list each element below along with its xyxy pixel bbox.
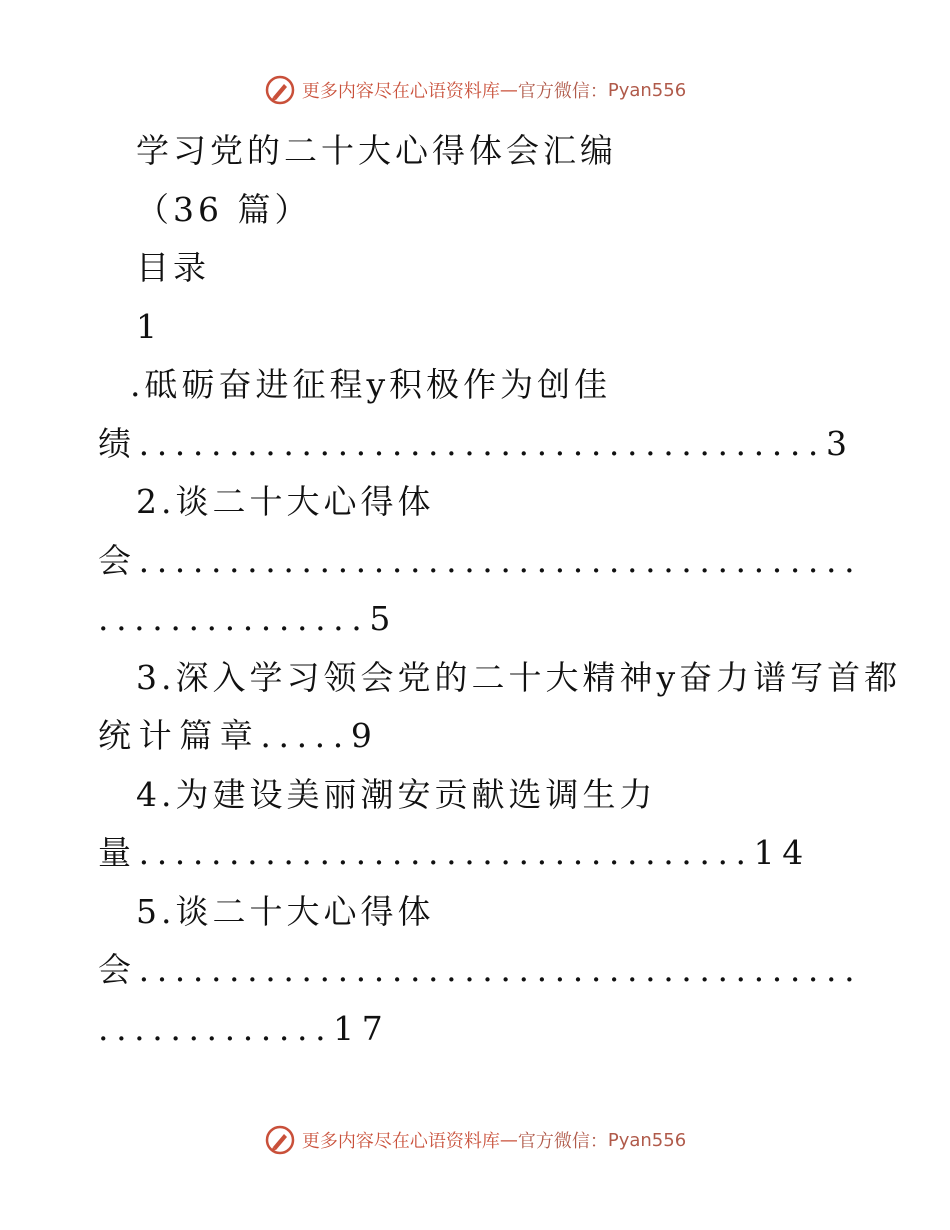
toc-line-4: 2.谈二十大心得体 xyxy=(136,482,435,521)
toc-line-10: 量..................................14 xyxy=(98,833,811,872)
toc-line-9: 4.为建设美丽潮安贡献选调生力 xyxy=(136,774,657,814)
toc-line-2: .砥砺奋进征程y积极作为创佳 xyxy=(130,365,612,404)
toc-heading: 目录 xyxy=(136,248,210,287)
toc-line-1: 1 xyxy=(136,306,161,346)
pen-logo-icon xyxy=(264,74,296,106)
document-title: 学习党的二十大心得体会汇编 xyxy=(136,131,617,170)
banner-wechat-label: 官方微信： xyxy=(517,1131,608,1152)
toc-line-6: ...............5 xyxy=(98,599,398,638)
toc-line-11: 5.谈二十大心得体 xyxy=(136,891,435,931)
banner-wechat-id: Pyan556 xyxy=(607,1129,687,1151)
banner-separator: — xyxy=(499,1129,518,1151)
banner-wechat-id: Pyan556 xyxy=(607,79,687,101)
banner-text: 更多内容尽在心语资料库 xyxy=(301,81,500,102)
banner-separator: — xyxy=(499,79,518,101)
toc-line-13: .............17 xyxy=(98,1008,391,1048)
toc-line-5: 会........................................ xyxy=(98,540,863,580)
toc-line-12: 会........................................ xyxy=(98,950,863,989)
toc-line-3: 绩......................................3 xyxy=(98,423,855,463)
banner-text: 更多内容尽在心语资料库 xyxy=(301,1131,500,1152)
document-subtitle: （36 篇） xyxy=(136,189,312,229)
footer-banner xyxy=(0,1120,950,1160)
header-banner xyxy=(0,70,950,110)
toc-line-8: 统计篇章.....9 xyxy=(98,716,380,755)
document-body xyxy=(0,122,950,1058)
banner-wechat-label: 官方微信： xyxy=(517,81,608,102)
toc-line-7: 3.深入学习领会党的二十大精神y奋力谱写首都 xyxy=(136,657,902,697)
pen-logo-icon xyxy=(264,1124,296,1156)
